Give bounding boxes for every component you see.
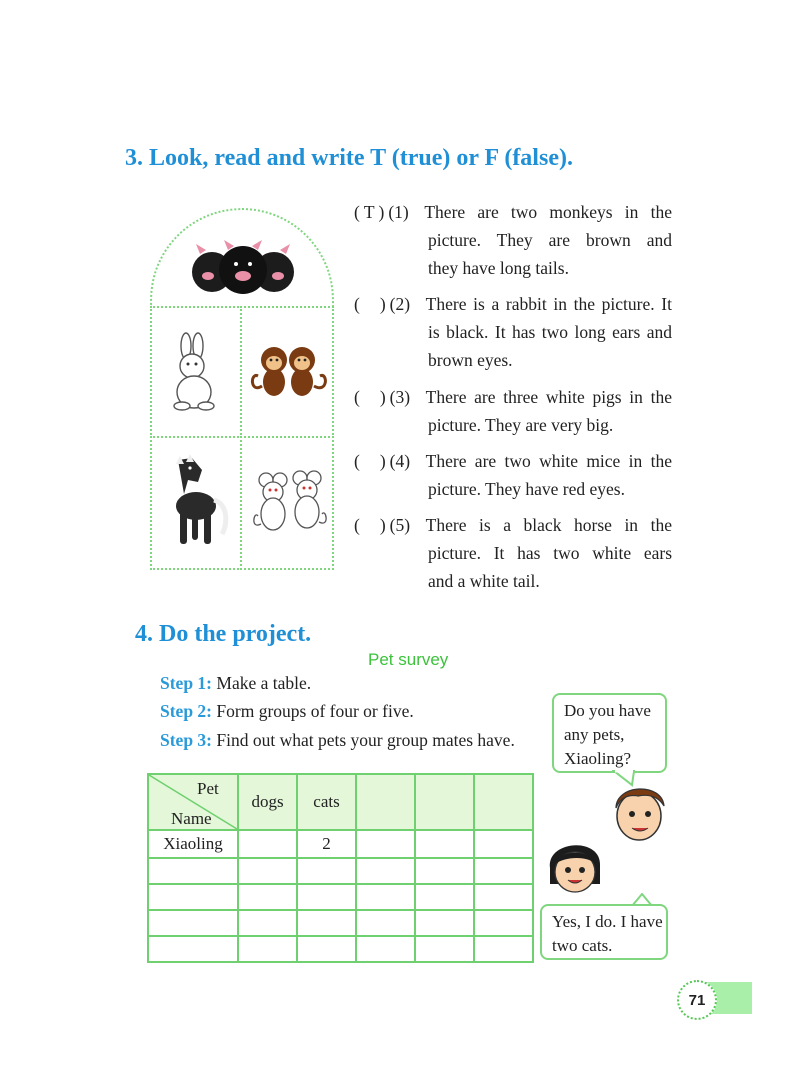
table-row <box>148 858 533 884</box>
step-text: Find out what pets your group mates have. <box>216 730 515 750</box>
corner-pet-label: Pet <box>197 779 219 798</box>
rabbit-outline-icon <box>168 332 224 412</box>
girl-avatar <box>544 834 606 896</box>
question-text: There are two white mice in the <box>425 451 672 471</box>
corner-name-label: Name <box>171 809 212 828</box>
step-3 <box>160 730 515 751</box>
question-text: picture. They have red eyes. <box>428 479 625 499</box>
table-cell[interactable] <box>238 884 297 910</box>
table-cell[interactable] <box>356 936 415 962</box>
table-cell[interactable] <box>297 884 356 910</box>
table-cell[interactable] <box>238 830 297 858</box>
table-cell[interactable] <box>356 910 415 936</box>
answer-blank-1[interactable]: T <box>363 202 375 222</box>
table-cell[interactable] <box>415 910 474 936</box>
table-cell[interactable] <box>474 830 533 858</box>
question-4: ( ) (4) There are two white mice in the picture. They have red eyes. <box>354 447 672 503</box>
section-3-title: 3. Look, read and write T (true) or F (false). <box>125 145 573 171</box>
bubble-text: any pets, <box>564 725 625 744</box>
name-cell: Xiaoling <box>148 830 238 858</box>
pet-survey-table <box>147 773 534 963</box>
answer-blank-2[interactable] <box>360 290 380 318</box>
table-cell[interactable] <box>356 884 415 910</box>
brown-monkeys-icon <box>248 342 330 398</box>
question-text: There are two monkeys in the <box>424 202 672 222</box>
column-header[interactable] <box>474 774 533 830</box>
corner-header-cell <box>148 774 238 830</box>
step-label: Step 2: <box>160 701 213 721</box>
question-number: (2) <box>389 294 411 314</box>
question-text: is black. It has two long ears and <box>428 322 672 342</box>
speech-bubble-question <box>552 693 667 773</box>
table-cell[interactable] <box>356 858 415 884</box>
table-cell[interactable] <box>474 884 533 910</box>
question-number: (3) <box>389 387 411 407</box>
table-cell[interactable] <box>474 936 533 962</box>
picture-frame <box>150 208 334 570</box>
question-text: picture. They are very big. <box>428 415 614 435</box>
white-mice-icon <box>250 470 330 534</box>
table-cell[interactable] <box>297 910 356 936</box>
question-text: There is a rabbit in the picture. It <box>425 294 672 314</box>
table-cell[interactable] <box>474 858 533 884</box>
table-row <box>148 936 533 962</box>
question-3: ( ) (3) There are three white pigs in the picture. They are very big. <box>354 383 672 439</box>
question-number: (5) <box>389 515 411 535</box>
page-number: 71 <box>688 991 706 1009</box>
bubble-text: Yes, I do. I have <box>552 912 663 931</box>
question-text: brown eyes. <box>428 350 513 370</box>
table-cell[interactable] <box>297 858 356 884</box>
question-1: ( T ) (1) There are two monkeys in the picture. They are brown and they have long tails. <box>354 198 672 282</box>
page-number-badge <box>677 980 717 1020</box>
column-header: cats <box>297 774 356 830</box>
answer-blank-4[interactable] <box>360 447 380 475</box>
name-cell[interactable] <box>148 910 238 936</box>
question-text: they have long tails. <box>428 258 569 278</box>
table-cell[interactable] <box>415 936 474 962</box>
column-header[interactable] <box>415 774 474 830</box>
table-cell[interactable] <box>415 884 474 910</box>
name-cell[interactable] <box>148 858 238 884</box>
question-text: picture. They are brown and <box>428 230 672 250</box>
black-pigs-icon <box>190 236 296 300</box>
table-row <box>148 884 533 910</box>
bubble-text: Xiaoling? <box>564 749 632 768</box>
boy-avatar <box>608 778 670 844</box>
column-header: dogs <box>238 774 297 830</box>
question-2: ( ) (2) There is a rabbit in the picture. It is black. It has two long ears and brown eyes. <box>354 290 672 374</box>
step-text: Make a table. <box>216 673 312 693</box>
step-2 <box>160 701 414 722</box>
step-label: Step 3: <box>160 730 213 750</box>
table-cell[interactable] <box>238 910 297 936</box>
step-label: Step 1: <box>160 673 213 693</box>
table-cell[interactable] <box>474 910 533 936</box>
column-header[interactable] <box>356 774 415 830</box>
bubble-text: two cats. <box>552 936 613 955</box>
question-number: (1) <box>388 202 409 222</box>
question-text: There is a black horse in the <box>425 515 672 535</box>
survey-subtitle: Pet survey <box>368 650 449 669</box>
table-cell[interactable]: 2 <box>297 830 356 858</box>
question-number: (4) <box>389 451 411 471</box>
section-4-title: 4. Do the project. <box>135 621 312 647</box>
table-cell[interactable] <box>238 936 297 962</box>
speech-bubble-answer <box>540 904 668 960</box>
table-cell[interactable] <box>238 858 297 884</box>
black-horse-icon <box>162 454 232 550</box>
table-cell[interactable] <box>297 936 356 962</box>
question-text: picture. It has two white ears <box>428 543 672 563</box>
table-cell[interactable] <box>415 830 474 858</box>
name-cell[interactable] <box>148 884 238 910</box>
bubble-text: Do you have <box>564 701 651 720</box>
table-row <box>148 830 533 858</box>
answer-blank-3[interactable] <box>360 383 380 411</box>
table-cell[interactable] <box>356 830 415 858</box>
step-1 <box>160 673 311 694</box>
table-row <box>148 910 533 936</box>
step-text: Form groups of four or five. <box>216 701 414 721</box>
question-text: and a white tail. <box>428 571 540 591</box>
question-text: There are three white pigs in the <box>425 387 672 407</box>
table-header-row <box>148 774 533 830</box>
question-5: ( ) (5) There is a black horse in the picture. It has two white ears and a white tail. <box>354 511 672 595</box>
table-cell[interactable] <box>415 858 474 884</box>
answer-blank-5[interactable] <box>360 511 380 539</box>
name-cell[interactable] <box>148 936 238 962</box>
